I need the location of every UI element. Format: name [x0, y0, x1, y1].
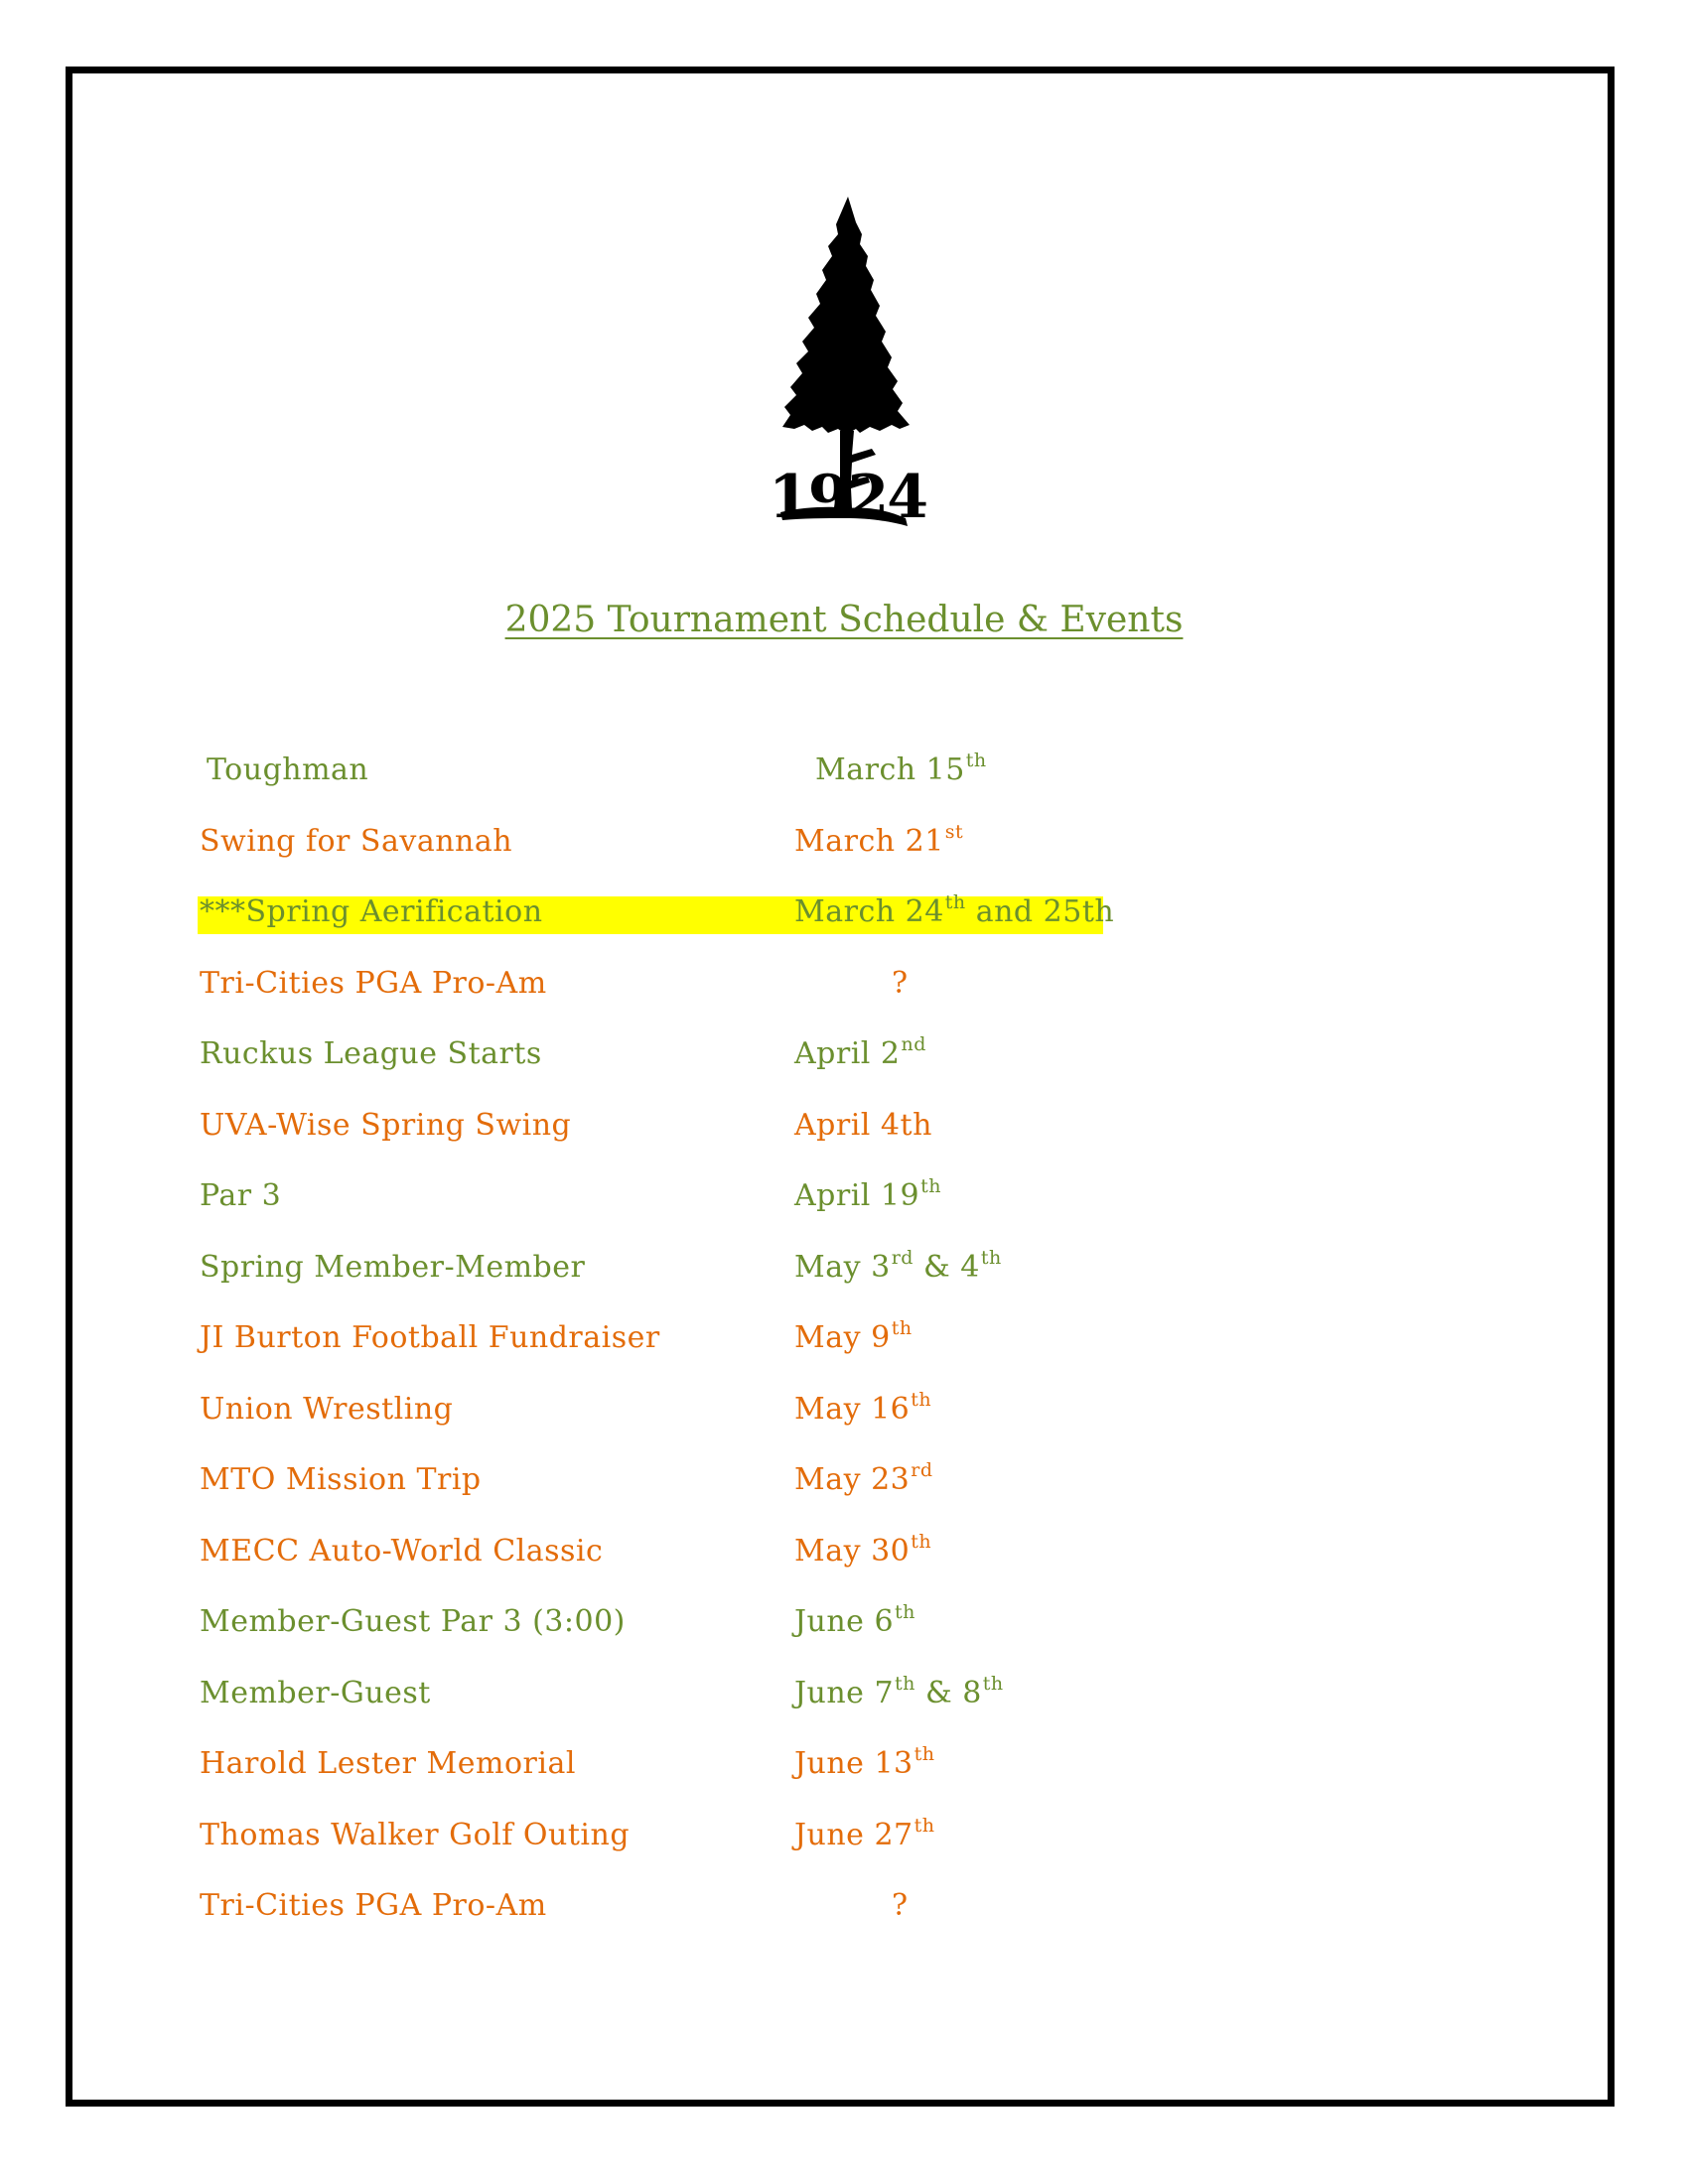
event-date-text: March 24 [794, 894, 944, 929]
date-suffix: th [911, 1389, 932, 1411]
event-date [794, 821, 964, 859]
schedule-row [0, 1743, 1688, 1796]
schedule-row [0, 1247, 1688, 1299]
schedule-row [0, 752, 1688, 802]
event-name: Swing for Savannah [200, 824, 513, 859]
event-date-text: May 16 [794, 1392, 911, 1427]
event-date [815, 752, 987, 787]
event-date [794, 1389, 932, 1427]
event-date [794, 1247, 1002, 1285]
schedule-row [0, 1673, 1688, 1725]
event-date [892, 1888, 909, 1923]
event-date-text: June 6 [794, 1604, 895, 1639]
event-name: ***Spring Aerification [200, 894, 543, 929]
date-suffix: th [982, 1673, 1004, 1695]
event-date-text: March 21 [794, 824, 944, 859]
event-name: Tri-Cities PGA Pro-Am [200, 966, 547, 1001]
event-date [794, 1531, 932, 1569]
date-suffix: th [914, 1815, 935, 1837]
date-suffix: nd [901, 1033, 926, 1055]
event-date [892, 966, 909, 1001]
event-date-text: May 30 [794, 1534, 911, 1569]
event-date-text: May 23 [794, 1462, 911, 1497]
date-suffix: th [895, 1673, 915, 1695]
event-name: UVA-Wise Spring Swing [200, 1108, 572, 1143]
event-name: JI Burton Football Fundraiser [200, 1320, 660, 1355]
date-suffix: th [891, 1317, 913, 1339]
event-date-text: June 27 [794, 1818, 914, 1852]
club-logo [769, 195, 926, 532]
schedule-row [0, 1815, 1688, 1867]
event-name: Union Wrestling [200, 1392, 454, 1427]
event-date-tail: & 8 [914, 1676, 982, 1710]
event-date [794, 1033, 926, 1071]
event-name: Tri-Cities PGA Pro-Am [200, 1888, 547, 1923]
schedule-row [0, 1601, 1688, 1654]
event-date-text: ? [892, 1888, 909, 1923]
event-date-text: May 9 [794, 1320, 891, 1355]
schedule-row [0, 821, 1688, 874]
event-name: Par 3 [200, 1178, 282, 1213]
event-name: Member-Guest Par 3 (3:00) [200, 1604, 626, 1639]
event-name: Ruckus League Starts [200, 1036, 542, 1071]
event-date-text: ? [892, 966, 909, 1001]
event-date-text: April 19 [794, 1178, 920, 1213]
date-suffix: rd [911, 1459, 933, 1481]
event-date [794, 1317, 913, 1355]
page-title: 2025 Tournament Schedule & Events [504, 600, 1184, 640]
event-date [794, 1108, 932, 1143]
event-name: MECC Auto-World Classic [200, 1534, 604, 1569]
event-date-text: April 2 [794, 1036, 901, 1071]
event-date-text: April 4th [794, 1108, 932, 1143]
event-date-tail: and 25th [965, 894, 1115, 929]
event-date-text: June 13 [794, 1746, 914, 1781]
schedule-row [0, 1033, 1688, 1086]
event-date [794, 1743, 935, 1781]
event-date [794, 1673, 1004, 1710]
schedule-row [0, 1459, 1688, 1512]
schedule-row [0, 1108, 1688, 1158]
event-name: Harold Lester Memorial [200, 1746, 576, 1781]
date-suffix: th [980, 1247, 1002, 1269]
date-suffix: th [914, 1743, 935, 1765]
date-suffix: rd [891, 1247, 914, 1269]
schedule-row [0, 891, 1688, 944]
date-suffix: th [920, 1175, 941, 1197]
date-suffix: st [944, 821, 964, 843]
date-suffix: th [965, 750, 987, 771]
event-date-text: March 15 [815, 752, 965, 787]
schedule-row [0, 1317, 1688, 1370]
event-date [794, 1175, 941, 1213]
schedule-row [0, 1531, 1688, 1583]
event-date-text: May 3 [794, 1250, 891, 1285]
event-name: Spring Member-Member [200, 1250, 586, 1285]
event-date [794, 891, 1115, 929]
logo-year: 1924 [769, 463, 926, 532]
date-suffix: th [895, 1601, 915, 1623]
event-date [794, 1815, 935, 1852]
event-name: Toughman [207, 752, 369, 787]
event-date-text: June 7 [794, 1676, 895, 1710]
date-suffix: th [944, 891, 966, 913]
event-date-tail: & 4 [913, 1250, 980, 1285]
schedule-row [0, 1888, 1688, 1938]
date-suffix: th [911, 1531, 932, 1553]
schedule-row [0, 1389, 1688, 1441]
schedule-row [0, 1175, 1688, 1228]
event-name: MTO Mission Trip [200, 1462, 482, 1497]
event-date [794, 1601, 915, 1639]
event-date [794, 1459, 933, 1497]
schedule-row [0, 966, 1688, 1016]
event-name: Member-Guest [200, 1676, 431, 1710]
event-name: Thomas Walker Golf Outing [200, 1818, 631, 1852]
